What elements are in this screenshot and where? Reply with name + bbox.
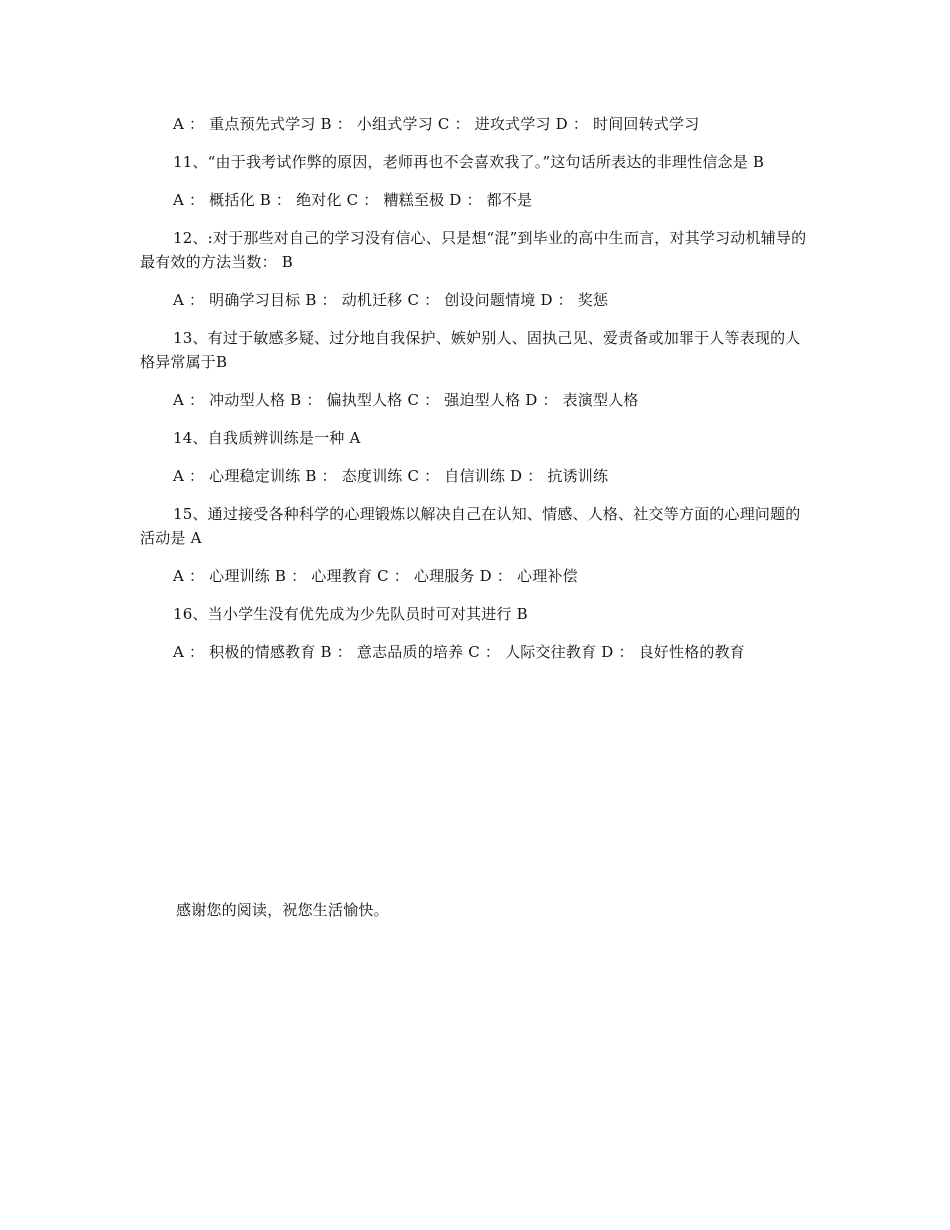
question-11-stem: 11、“由于我考试作弊的原因，老师再也不会喜欢我了。”这句话所表达的非理性信念是 B — [173, 153, 765, 171]
question-14-options: A ： 心理稳定训练 B ： 态度训练 C ： 自信训练 D ： 抗诱训练 — [173, 467, 609, 485]
question-13-stem: 13、有过于敏感多疑、过分地自我保护、嫉妒别人、固执己见、爱责备或加罪于人等表现的人格异常属于B — [140, 329, 801, 371]
question-16-stem: 16、当小学生没有优先成为少先队员时可对其进行 B — [173, 605, 528, 623]
question-15-options: A ： 心理训练 B ： 心理教育 C ： 心理服务 D ： 心理补偿 — [173, 567, 578, 585]
question-11-options: A ： 概括化 B ： 绝对化 C ： 糟糕至极 D ： 都不是 — [173, 191, 533, 209]
question-12-options: A ： 明确学习目标 B ： 动机迁移 C ： 创设问题情境 D ： 奖惩 — [173, 291, 609, 309]
leading-options-line: A ： 重点预先式学习 B ： 小组式学习 C ： 进攻式学习 D ： 时间回转式学习 — [173, 115, 700, 133]
question-15-stem: 15、通过接受各种科学的心理锻炼以解决自己在认知、情感、人格、社交等方面的心理问题的活动是 A — [140, 505, 801, 547]
closing-message: 感谢您的阅读，祝您生活愉快。 — [176, 901, 389, 919]
question-13-options: A ： 冲动型人格 B ： 偏执型人格 C ： 强迫型人格 D ： 表演型人格 — [173, 391, 639, 409]
question-16-options: A ： 积极的情感教育 B ： 意志品质的培养 C ： 人际交往教育 D ： 良好性格的教育 — [173, 643, 746, 661]
document-body — [140, 112, 810, 678]
question-14-stem: 14、自我质辨训练是一种 A — [173, 429, 361, 447]
question-12-stem: 12、:对于那些对自己的学习没有信心、只是想“混”到毕业的高中生而言，对其学习动机辅导的最有效的方法当数： B — [140, 229, 807, 271]
